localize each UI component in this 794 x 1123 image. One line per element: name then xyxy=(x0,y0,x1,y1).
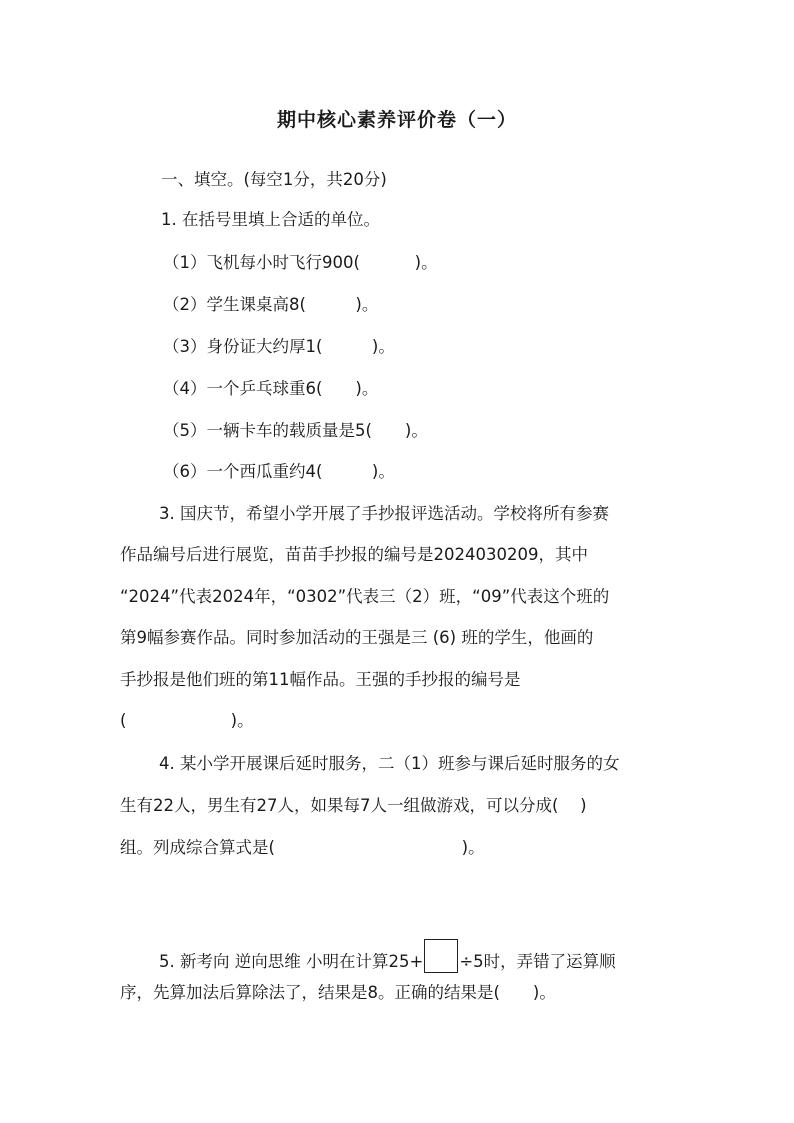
question-1-item: （1）飞机每小时飞行900( )。 xyxy=(163,253,438,272)
question-3-line: 手抄报是他们班的第11幅作品。王强的手抄报的编号是 xyxy=(120,670,521,689)
question-1-item: （6）一个西瓜重约4( )。 xyxy=(163,462,395,481)
question-5-line xyxy=(159,939,616,973)
question-3-line: 3. 国庆节，希望小学开展了手抄报评选活动。学校将所有参赛 xyxy=(159,504,609,523)
question-3-line: “2024”代表2024年，“0302”代表三（2）班，“09”代表这个班的 xyxy=(120,587,610,606)
question-3-line: ( )。 xyxy=(120,711,254,730)
question-1-item: （5）一辆卡车的载质量是5( )。 xyxy=(163,421,428,440)
question-4-line: 4. 某小学开展课后延时服务，二（1）班参与课后延时服务的女 xyxy=(159,754,620,773)
question-4-line: 生有22人，男生有27人，如果每7人一组做游戏，可以分成( ) xyxy=(120,796,587,815)
question-1-item: （4）一个乒乓球重6( )。 xyxy=(163,379,379,398)
page-title: 期中核心素养评价卷（一） xyxy=(276,109,517,131)
answer-box xyxy=(424,939,458,973)
question-4-line: 组。列成综合算式是( )。 xyxy=(120,838,485,857)
question-1-item: （2）学生课桌高8( )。 xyxy=(163,295,379,314)
question-3-line: 作品编号后进行展览，苗苗手抄报的编号是2024030209，其中 xyxy=(120,545,588,564)
section-heading: 一、填空。(每空1分，共20分) xyxy=(161,170,387,189)
question-1-stem: 1. 在括号里填上合适的单位。 xyxy=(161,210,380,229)
question-5-line: 序，先算加法后算除法了，结果是8。正确的结果是( )。 xyxy=(120,983,556,1002)
question-3-line: 第9幅参赛作品。同时参加活动的王强是三 (6) 班的学生，他画的 xyxy=(120,628,594,647)
question-5-text-after: ÷5时，弄错了运算顺 xyxy=(459,952,616,971)
question-5-text-before: 5. 新考向 逆向思维 小明在计算25+ xyxy=(159,952,424,971)
question-1-item: （3）身份证大约厚1( )。 xyxy=(163,337,395,356)
